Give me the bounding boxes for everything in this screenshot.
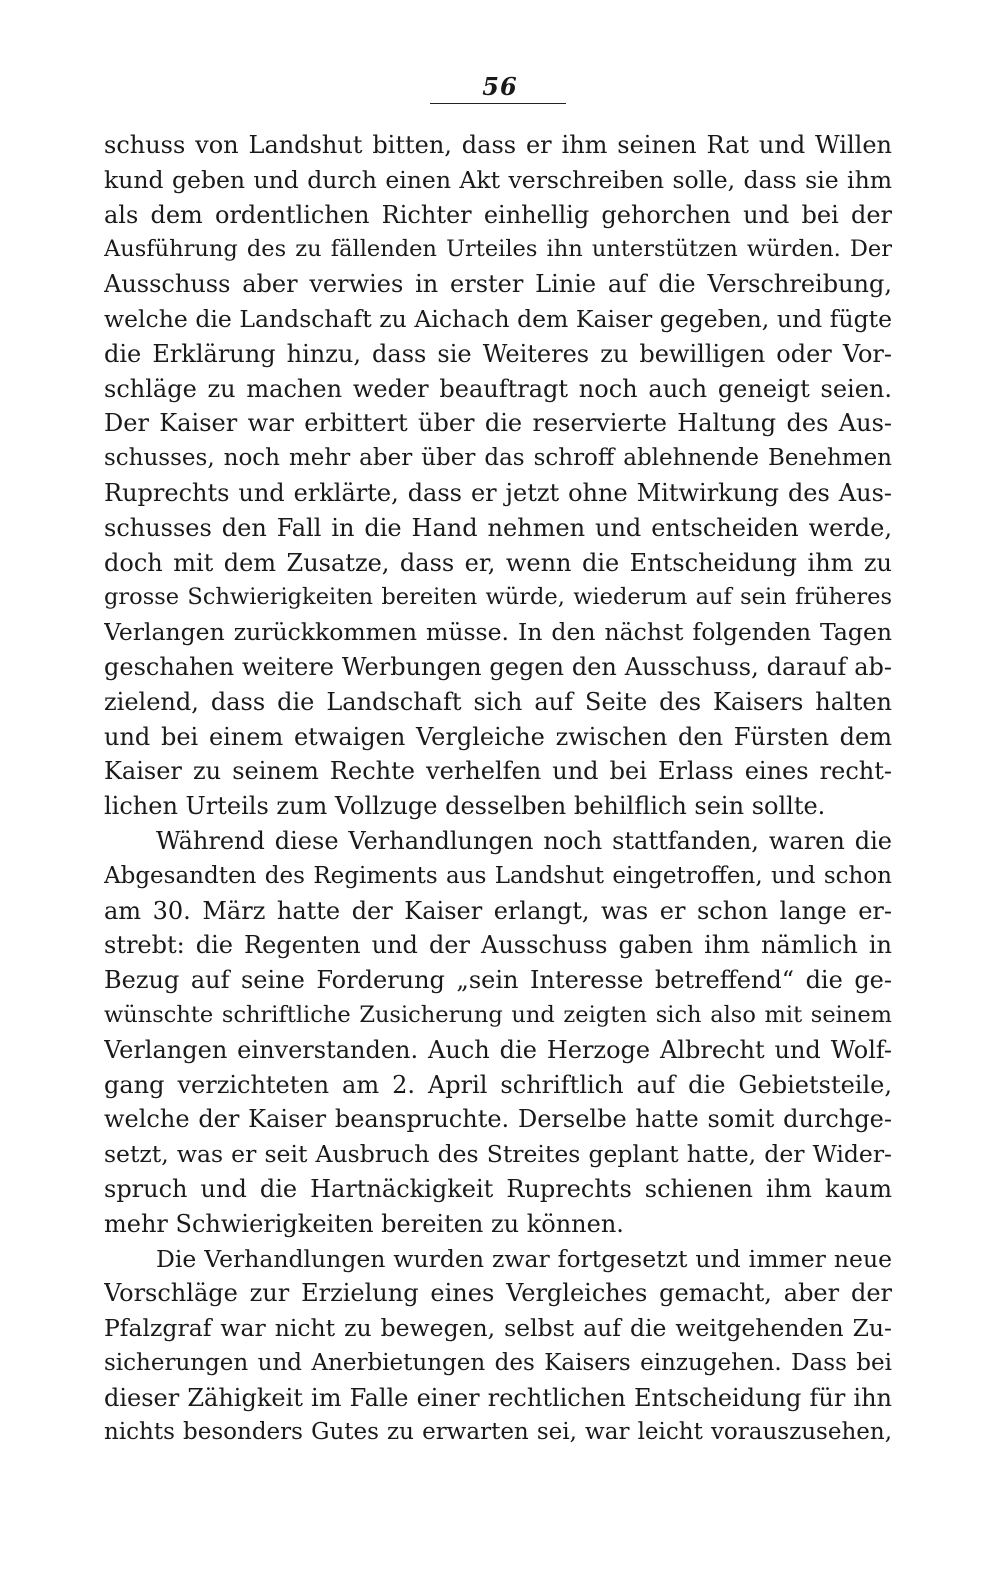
page-number-rule (430, 103, 566, 104)
text-line: welche die Landschaft zu Aichach dem Kaiser gegeben, und fügte (104, 304, 892, 333)
text-line: strebt: die Regenten und der Ausschuss gaben ihm nämlich in (104, 931, 892, 960)
text-line: welche der Kaiser beanspruchte. Derselbe hatte somit durchge- (104, 1105, 892, 1134)
text-line: Kaiser zu seinem Rechte verhelfen und bei Erlass eines recht- (104, 757, 892, 786)
text-line: schusses, noch mehr aber über das schroff ablehnende Benehmen (104, 445, 892, 472)
text-line: setzt, was er seit Ausbruch des Streites geplant hatte, der Wider- (104, 1140, 892, 1169)
text-line: dieser Zähigkeit im Falle einer rechtlichen Entscheidung für ihn (104, 1383, 892, 1412)
text-line: schläge zu machen weder beauftragt noch auch geneigt seien. (104, 374, 892, 403)
text-line: grosse Schwierigkeiten bereiten würde, wiederum auf sein früheres (104, 584, 892, 611)
text-line: als dem ordentlichen Richter einhellig gehorchen und bei der (104, 200, 892, 229)
text-line: zielend, dass die Landschaft sich auf Seite des Kaisers halten (104, 687, 892, 716)
text-line: sicherungen und Anerbietungen des Kaisers einzugehen. Dass bei (104, 1349, 892, 1376)
text-line: und bei einem etwaigen Vergleiche zwischen den Fürsten dem (104, 722, 892, 751)
text-line: schuss von Landshut bitten, dass er ihm seinen Rat und Willen (104, 131, 892, 159)
text-line: Vorschläge zur Erzielung eines Vergleiches gemacht, aber der (104, 1279, 892, 1308)
text-line: doch mit dem Zusatze, dass er, wenn die Entscheidung ihm zu (104, 548, 892, 577)
text-line: Der Kaiser war erbittert über die reservierte Haltung des Aus- (104, 409, 892, 438)
text-line: Ausschuss aber verwies in erster Linie auf die Verschreibung, (104, 270, 892, 299)
text-line: Bezug auf seine Forderung „sein Interesse betreffend“ die ge- (104, 966, 892, 995)
text-line: geschahen weitere Werbungen gegen den Ausschuss, darauf ab- (104, 652, 892, 681)
text-line: Die Verhandlungen wurden zwar fortgesetzt und immer neue (156, 1244, 892, 1273)
text-line: spruch und die Hartnäckigkeit Ruprechts schienen ihm kaum (104, 1174, 892, 1203)
text-line: Abgesandten des Regiments aus Landshut eingetroffen, und schon (104, 862, 892, 889)
text-line: nichts besonders Gutes zu erwarten sei, war leicht vorauszusehen, (104, 1419, 892, 1446)
text-line: am 30. März hatte der Kaiser erlangt, was er schon lange er- (104, 896, 892, 925)
text-line: die Erklärung hinzu, dass sie Weiteres zu bewilligen oder Vor- (104, 339, 892, 368)
text-line: Während diese Verhandlungen noch stattfanden, waren die (156, 826, 892, 855)
text-line: lichen Urteils zum Vollzuge desselben behilflich sein sollte. (104, 792, 826, 821)
text-line: Pfalzgraf war nicht zu bewegen, selbst auf die weitgehenden Zu- (104, 1314, 892, 1343)
text-line: schusses den Fall in die Hand nehmen und entscheiden werde, (104, 513, 892, 542)
page-number: 56 (482, 72, 518, 101)
text-line: mehr Schwierigkeiten bereiten zu können. (104, 1209, 624, 1238)
text-line: Ausführung des zu fällenden Urteiles ihn unterstützen würden. Der (104, 236, 892, 263)
text-line: gang verzichteten am 2. April schriftlich auf die Gebietsteile, (104, 1070, 892, 1099)
body-text (104, 128, 892, 1450)
text-line: kund geben und durch einen Akt verschreiben solle, dass sie ihm (104, 165, 892, 194)
text-line: wünschte schriftliche Zusicherung und zeigten sich also mit seinem (104, 1001, 892, 1028)
text-line: Verlangen einverstanden. Auch die Herzoge Albrecht und Wolf- (104, 1035, 892, 1064)
text-line: Verlangen zurückkommen müsse. In den nächst folgenden Tagen (104, 618, 892, 647)
text-line: Ruprechts und erklärte, dass er jetzt ohne Mitwirkung des Aus- (104, 478, 892, 507)
